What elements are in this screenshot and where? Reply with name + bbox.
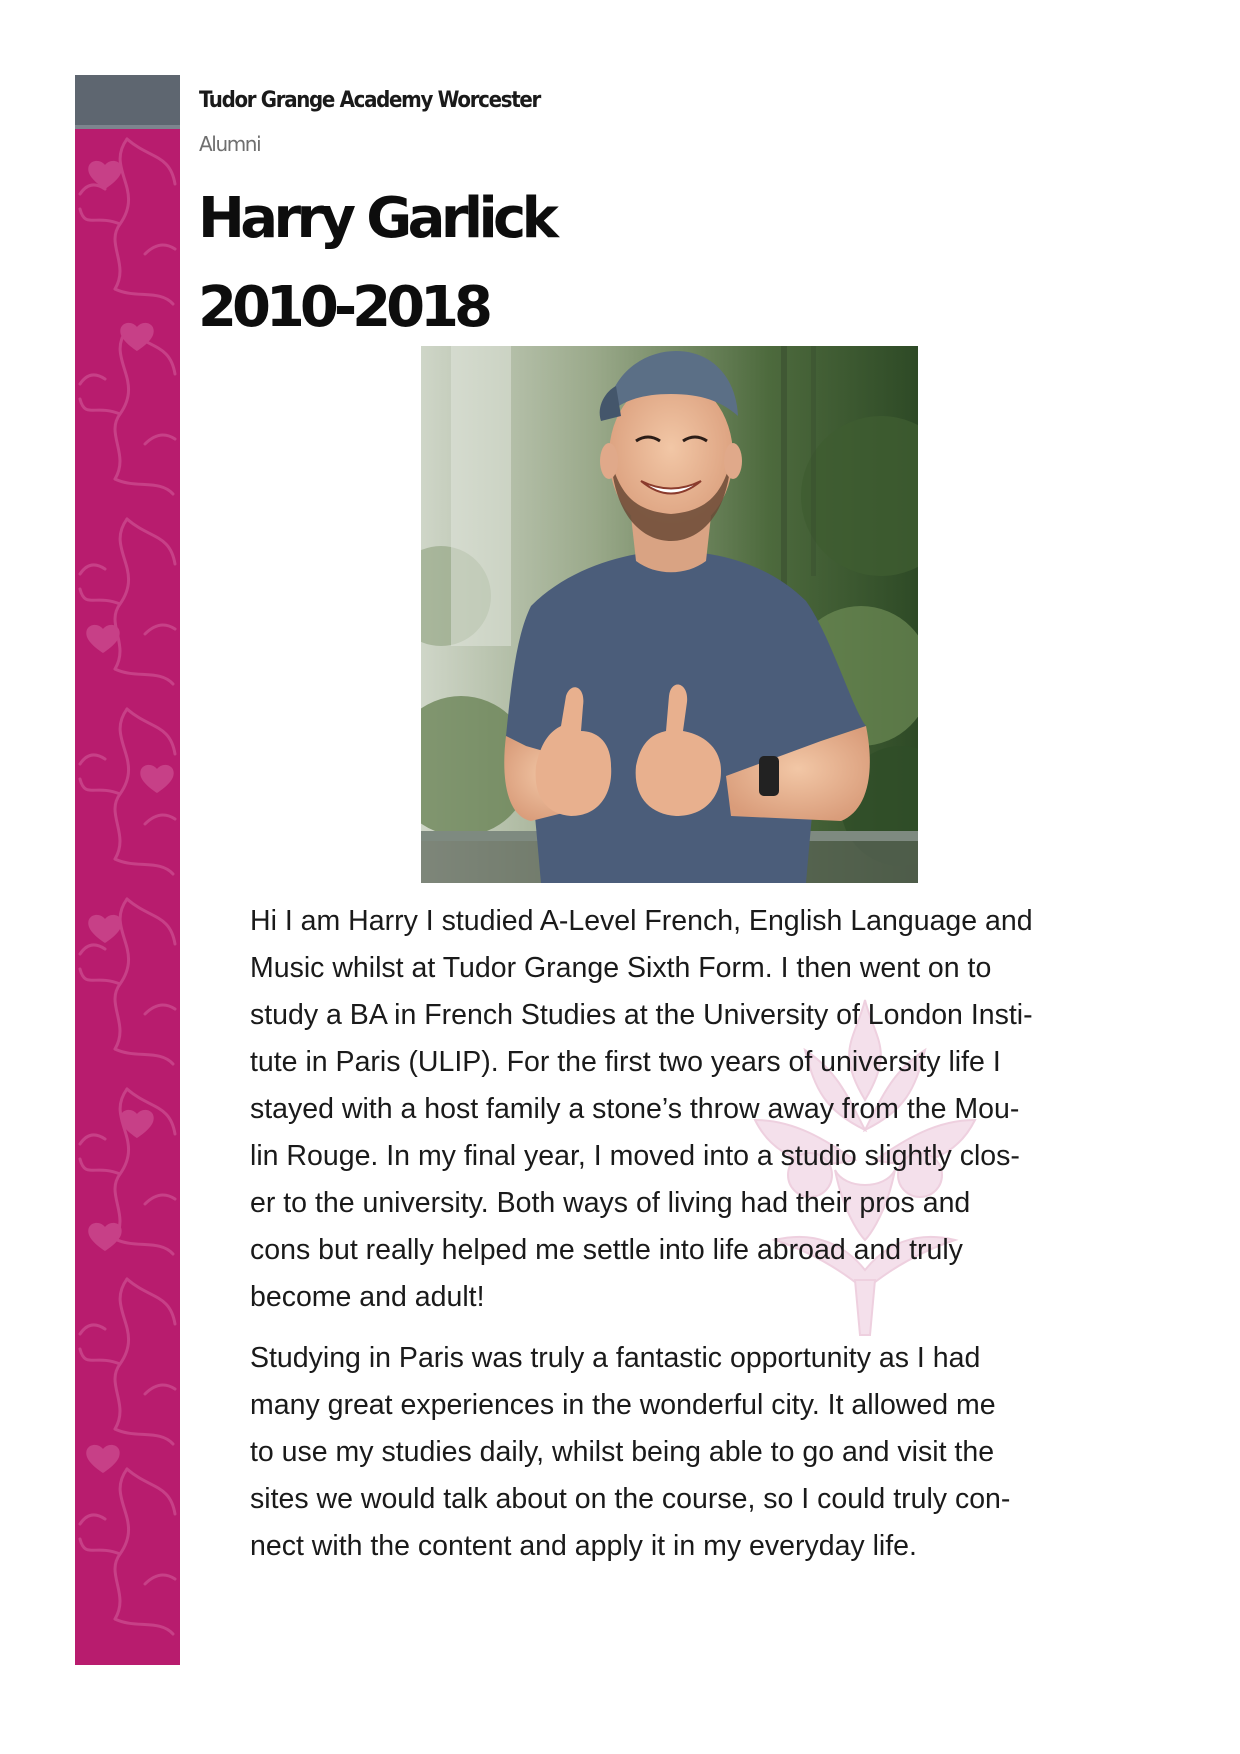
text-line: Studying in Paris was truly a fantastic opportunity as I had <box>250 1342 981 1374</box>
article-body <box>250 898 1100 1570</box>
portrait-image-icon <box>421 346 918 883</box>
text-line: cons but really helped me settle into life abroad and truly <box>250 1234 963 1266</box>
section-label: Alumni <box>199 132 261 156</box>
text-line: stayed with a host family a stone’s throw away from the Mou- <box>250 1093 1020 1125</box>
floral-pattern-icon <box>75 129 180 1665</box>
text-line: many great experiences in the wonderful city. It allowed me <box>250 1389 996 1421</box>
text-line: Hi I am Harry I studied A-Level French, English Language and <box>250 905 1033 937</box>
text-line: lin Rouge. In my final year, I moved into a studio slightly clos- <box>250 1140 1020 1172</box>
text-line: sites we would talk about on the course, so I could truly con- <box>250 1483 1011 1515</box>
profile-photo <box>421 346 918 883</box>
paragraph-spacer <box>250 1321 1100 1335</box>
text-line: nect with the content and apply it in my everyday life. <box>250 1530 917 1562</box>
paragraph-2 <box>250 1335 1100 1570</box>
side-strip-header-block <box>75 75 180 129</box>
text-line: study a BA in French Studies at the University of London Insti- <box>250 999 1033 1031</box>
school-name: Tudor Grange Academy Worcester <box>199 88 540 113</box>
text-line: to use my studies daily, whilst being able to go and visit the <box>250 1436 995 1468</box>
text-line: become and adult! <box>250 1281 485 1313</box>
decorative-side-strip <box>75 75 180 1665</box>
text-line: er to the university. Both ways of living had their pros and <box>250 1187 971 1219</box>
years-attended: 2010-2018 <box>198 275 488 340</box>
text-line: tute in Paris (ULIP). For the first two years of university life I <box>250 1046 1001 1078</box>
person-name: Harry Garlick <box>198 186 555 251</box>
text-line: Music whilst at Tudor Grange Sixth Form. I then went on to <box>250 952 992 984</box>
paragraph-1 <box>250 898 1100 1321</box>
